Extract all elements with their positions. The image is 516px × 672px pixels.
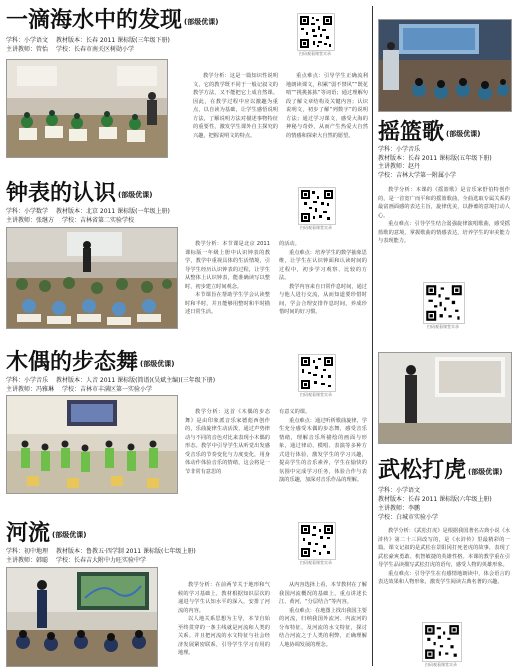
teacher-label: 主讲教师：李鹏 bbox=[378, 505, 421, 512]
award-tag: (部级优课) bbox=[468, 468, 503, 476]
classroom-photo bbox=[7, 228, 177, 328]
article-body-muou-col2 bbox=[279, 408, 367, 500]
paragraph: 教学内容来自日常作息时间，通过与他人进行交流，从而知道要珍惜时间，学会合理安排作息时间，养成珍惜时间的好习惯。 bbox=[279, 283, 367, 315]
subject-label: 学科：小学语文 bbox=[378, 487, 421, 494]
school-label: 学校：长春市南关区树勋小学 bbox=[56, 46, 135, 53]
class-photo-muou bbox=[6, 395, 178, 494]
class-photo-heliu bbox=[6, 567, 158, 667]
qr-code-icon bbox=[299, 188, 335, 224]
classroom-photo bbox=[379, 20, 511, 111]
paragraph: 本节课旨在帮助学生学会认读整时和半时，并且能够用整时和半时描述日常生活。 bbox=[185, 292, 270, 315]
article-title-text: 钟表的认识 bbox=[6, 181, 117, 206]
article-title-muou bbox=[6, 352, 174, 374]
textbook-label: 教材版本：北京 2011 课标版(一年级上册) bbox=[56, 208, 170, 215]
qr-code-icon bbox=[299, 523, 335, 559]
article-title-text: 河流 bbox=[6, 521, 51, 546]
subject-label: 学科：小学音乐 bbox=[378, 146, 421, 153]
paragraph: 重点难点：培养学生的数学抽象思维，让学生在认识钟面和认读时间的过程中，初步学习观察、比较的方法。 bbox=[279, 249, 367, 281]
qr-code-icon bbox=[423, 623, 461, 661]
qr-code-icon bbox=[299, 355, 335, 391]
paragraph: 重点难点：引导学生结合弱强旋律演唱歌曲，感受摇篮歌的意境，掌握歌曲的情感表达，培养学生的审美能力与表现能力。 bbox=[378, 221, 510, 244]
class-photo-haishui bbox=[6, 59, 168, 158]
award-tag: (部级优课) bbox=[52, 531, 87, 539]
textbook-label: 教材版本：人音 2011 课标版(简谱)(吴斌主编)(三年级下册) bbox=[56, 377, 216, 384]
article-body-heliu-col1 bbox=[178, 581, 270, 667]
article-title-text: 武松打虎 bbox=[378, 458, 467, 483]
paragraph: 以人地关系思想为主导，本节自始至终贯穿的一条主线就是河流和人类的关系。并且把河流的水文特征与社会经济发展紧密联系，引导学生学习有用的地理。 bbox=[178, 616, 270, 656]
paragraph: 教学分析：这是一篇知识性说明文，它的教学既不同于一般记叙文的教学方法，又不能把它上成自然课。因此，在教学过程中应以激趣为重点，以自读为基础，让学生感悟说明方法，了解说明方法对描述事物特征的重要性，激发学生课外自主探究的兴趣，把握说明文的特点。 bbox=[193, 73, 278, 139]
paragraph: 教学分析：《武松打虎》是根据我国著名古典小说《水浒传》第二十三回改写的，是《水浒传》里最精彩的一篇。课文记叙的是武松在景阳冈打死老虎的故事，表现了武松豪爽勇敢、机智敏捷的英雄性格。本课的教学重在引导学生品读描写武松打虎的语句，感受人物的英雄形象。 bbox=[378, 528, 510, 568]
award-tag: (部级优课) bbox=[446, 130, 481, 138]
paragraph: 重点难点：通过听析歌曲旋律，学生充分感受木偶的步态舞，感受音乐情绪，理解音乐所描绘的画面与形象，通过律动、模唱、表演等多种方式进行体验，激发学生的学习兴趣，提高学生的音乐素养，学生在愉快的氛围中完成学习任务，体验合作与表演的乐趣，加深对音乐作品的理解。 bbox=[279, 417, 367, 483]
qr-code-icon bbox=[424, 283, 464, 323]
paragraph: 有意义的课。 bbox=[279, 409, 311, 415]
paragraph: 重点难点：在地图上找出我国主要的河流，归纳我国外流河、内流河的分布特征，及河流的水文特征，探讨结合河流之于人类的利弊，正确理解人地协调发展的理念。 bbox=[279, 607, 367, 648]
award-tag: (部级优课) bbox=[184, 18, 219, 26]
article-title-wusong bbox=[378, 460, 502, 482]
class-photo-zhongbiao bbox=[6, 227, 178, 329]
school-label: 学校：吉林市丰满区第一实验小学 bbox=[62, 386, 153, 393]
article-title-yaolange bbox=[378, 122, 480, 144]
article-meta-haishui bbox=[6, 36, 178, 54]
qr-code-zhongbiao[interactable] bbox=[298, 187, 336, 225]
article-body-muou-col1 bbox=[185, 408, 270, 500]
subject-label: 学科：小学数学 bbox=[6, 208, 49, 215]
qr-caption: 扫码观看课堂实录 bbox=[425, 662, 457, 667]
classroom-photo bbox=[7, 60, 167, 157]
article-body-yaolange bbox=[378, 186, 510, 280]
qr-caption: 扫码观看课堂实录 bbox=[300, 392, 332, 397]
paragraph: 重点难点：引导学生正确流利地朗读课文，积累“弱不禁风”“既花哨”“挑挑拣拣”等词语；通过理解句段了解文章结构及关键内容；认识说明文，初步了解“列数字”的说明方法；通过学习课文，感受大海的神秘与奇妙，从而产生热爱大自然的情感和探索大自然的愿望。 bbox=[286, 73, 368, 139]
qr-code-heliu[interactable] bbox=[298, 522, 336, 560]
teacher-label: 主讲教师：管怡 bbox=[6, 46, 49, 53]
article-meta-muou bbox=[6, 376, 223, 394]
column-divider bbox=[372, 6, 373, 666]
qr-code-haishui[interactable] bbox=[297, 13, 335, 51]
paragraph: 教学分析：本课的《摇篮歌》是音乐家舒伯特创作的，是一首宽广而平和的摇篮歌曲，全曲选取专属关系的最富画面感的表达主旨，旋律优美，以静谧的意境打动人心。 bbox=[378, 187, 510, 219]
subject-label: 学科：小学语文 bbox=[6, 37, 49, 44]
article-title-text: 摇篮歌 bbox=[378, 120, 445, 145]
article-body-zhongbiao-col1 bbox=[185, 240, 270, 328]
article-title-zhongbiao bbox=[6, 183, 152, 205]
classroom-photo bbox=[7, 568, 157, 666]
paragraph: 教学分析：这首《木偶的步态舞》是由印象派音乐家德彪西创作的，乐曲旋律生动活泼，通过声势律动与不同的音色对比来表现小木偶的形态。教学中引导学生从听觉出发感受音乐的节奏变化与力度变化，用身体动作体验音乐的情绪，这会将是一节非常有意思的 bbox=[185, 409, 270, 475]
textbook-label: 教材版本：长春 2011 课标版(六年级上册) bbox=[378, 496, 492, 503]
textbook-label: 教材版本：长春 2011 课标版(三年级下册) bbox=[56, 37, 170, 44]
classroom-photo bbox=[379, 353, 511, 443]
teacher-label: 主讲教师：赵丹 bbox=[378, 163, 421, 171]
school-label: 学校：吉林大学第一附属小学 bbox=[378, 171, 457, 179]
paragraph: 的活动。 bbox=[279, 241, 300, 247]
subject-label: 学科：初中地理 bbox=[6, 548, 49, 555]
award-tag: (部级优课) bbox=[140, 360, 175, 368]
paragraph: 教学分析：本节课是北京 2011 课标版一年级上册中认识钟表的教学，教学中重视具体的生活情境，引导学生经历认识钟表的过程，让学生从整体上认识钟表，能准确读写以整时，初步建立时间观念。 bbox=[185, 241, 270, 290]
qr-caption: 扫码观看课堂实录 bbox=[299, 51, 331, 56]
article-body-zhongbiao-col2 bbox=[279, 240, 367, 330]
award-tag: (部级优课) bbox=[118, 191, 153, 199]
qr-code-icon bbox=[298, 14, 334, 50]
teacher-label: 主讲教师：韩聪 bbox=[6, 557, 49, 564]
teacher-label: 主讲教师：张继方 bbox=[6, 217, 55, 224]
school-label: 学校：长春吉大附中力旺实验中学 bbox=[56, 557, 147, 564]
article-body-heliu-col2 bbox=[279, 581, 367, 667]
article-title-haishui bbox=[6, 10, 218, 32]
article-body-haishui-col1 bbox=[193, 72, 278, 164]
article-body-wusong bbox=[378, 527, 510, 619]
classroom-photo bbox=[7, 396, 177, 493]
article-meta-yaolange bbox=[378, 146, 492, 180]
article-title-heliu bbox=[6, 523, 86, 545]
qr-caption: 扫码观看课堂实录 bbox=[427, 324, 459, 329]
qr-code-muou[interactable] bbox=[298, 354, 336, 392]
article-meta-heliu bbox=[6, 547, 204, 565]
school-label: 学校：吉林省第二实验学校 bbox=[62, 217, 135, 224]
class-photo-wusong bbox=[378, 352, 512, 444]
article-title-text: 一滴海水中的发现 bbox=[6, 8, 183, 33]
subject-label: 学科：小学音乐 bbox=[6, 377, 49, 384]
qr-code-yaolange[interactable] bbox=[423, 282, 465, 324]
qr-caption: 扫码观看课堂实录 bbox=[300, 560, 332, 565]
qr-caption: 扫码观看课堂实录 bbox=[300, 225, 332, 230]
article-meta-wusong bbox=[378, 486, 492, 522]
article-body-haishui-col2 bbox=[286, 72, 368, 164]
textbook-label: 教材版本：长春 2011 课标版(五年级下册) bbox=[378, 154, 492, 162]
paragraph: 重点难点：引导学生在有感情地朗读中，体会语言的表达效果和人物形象，激发学生阅读古典名著的兴趣。 bbox=[378, 570, 510, 585]
textbook-label: 教材版本：鲁教五·四学制 2011 课标版(七年级上册) bbox=[56, 548, 196, 555]
qr-code-wusong[interactable] bbox=[422, 622, 462, 662]
article-title-text: 木偶的步态舞 bbox=[6, 350, 139, 375]
paragraph: 教学分析：在前两节关于地形和气候的学习基础上，教材根据知识层次的递进与学生认知水平的深入，安排了河流的内容。 bbox=[178, 582, 270, 614]
school-label: 学校：白城市实验小学 bbox=[378, 514, 439, 521]
teacher-label: 主讲教师：冯雅琳 bbox=[6, 386, 55, 393]
class-photo-yaolange bbox=[378, 19, 512, 112]
article-meta-zhongbiao bbox=[6, 207, 178, 225]
paragraph: 从内容选择上看，本节教材在了解我国河流概况的基础上，重点讲述长江、黄河，“分层结合”等内容。 bbox=[279, 582, 367, 605]
